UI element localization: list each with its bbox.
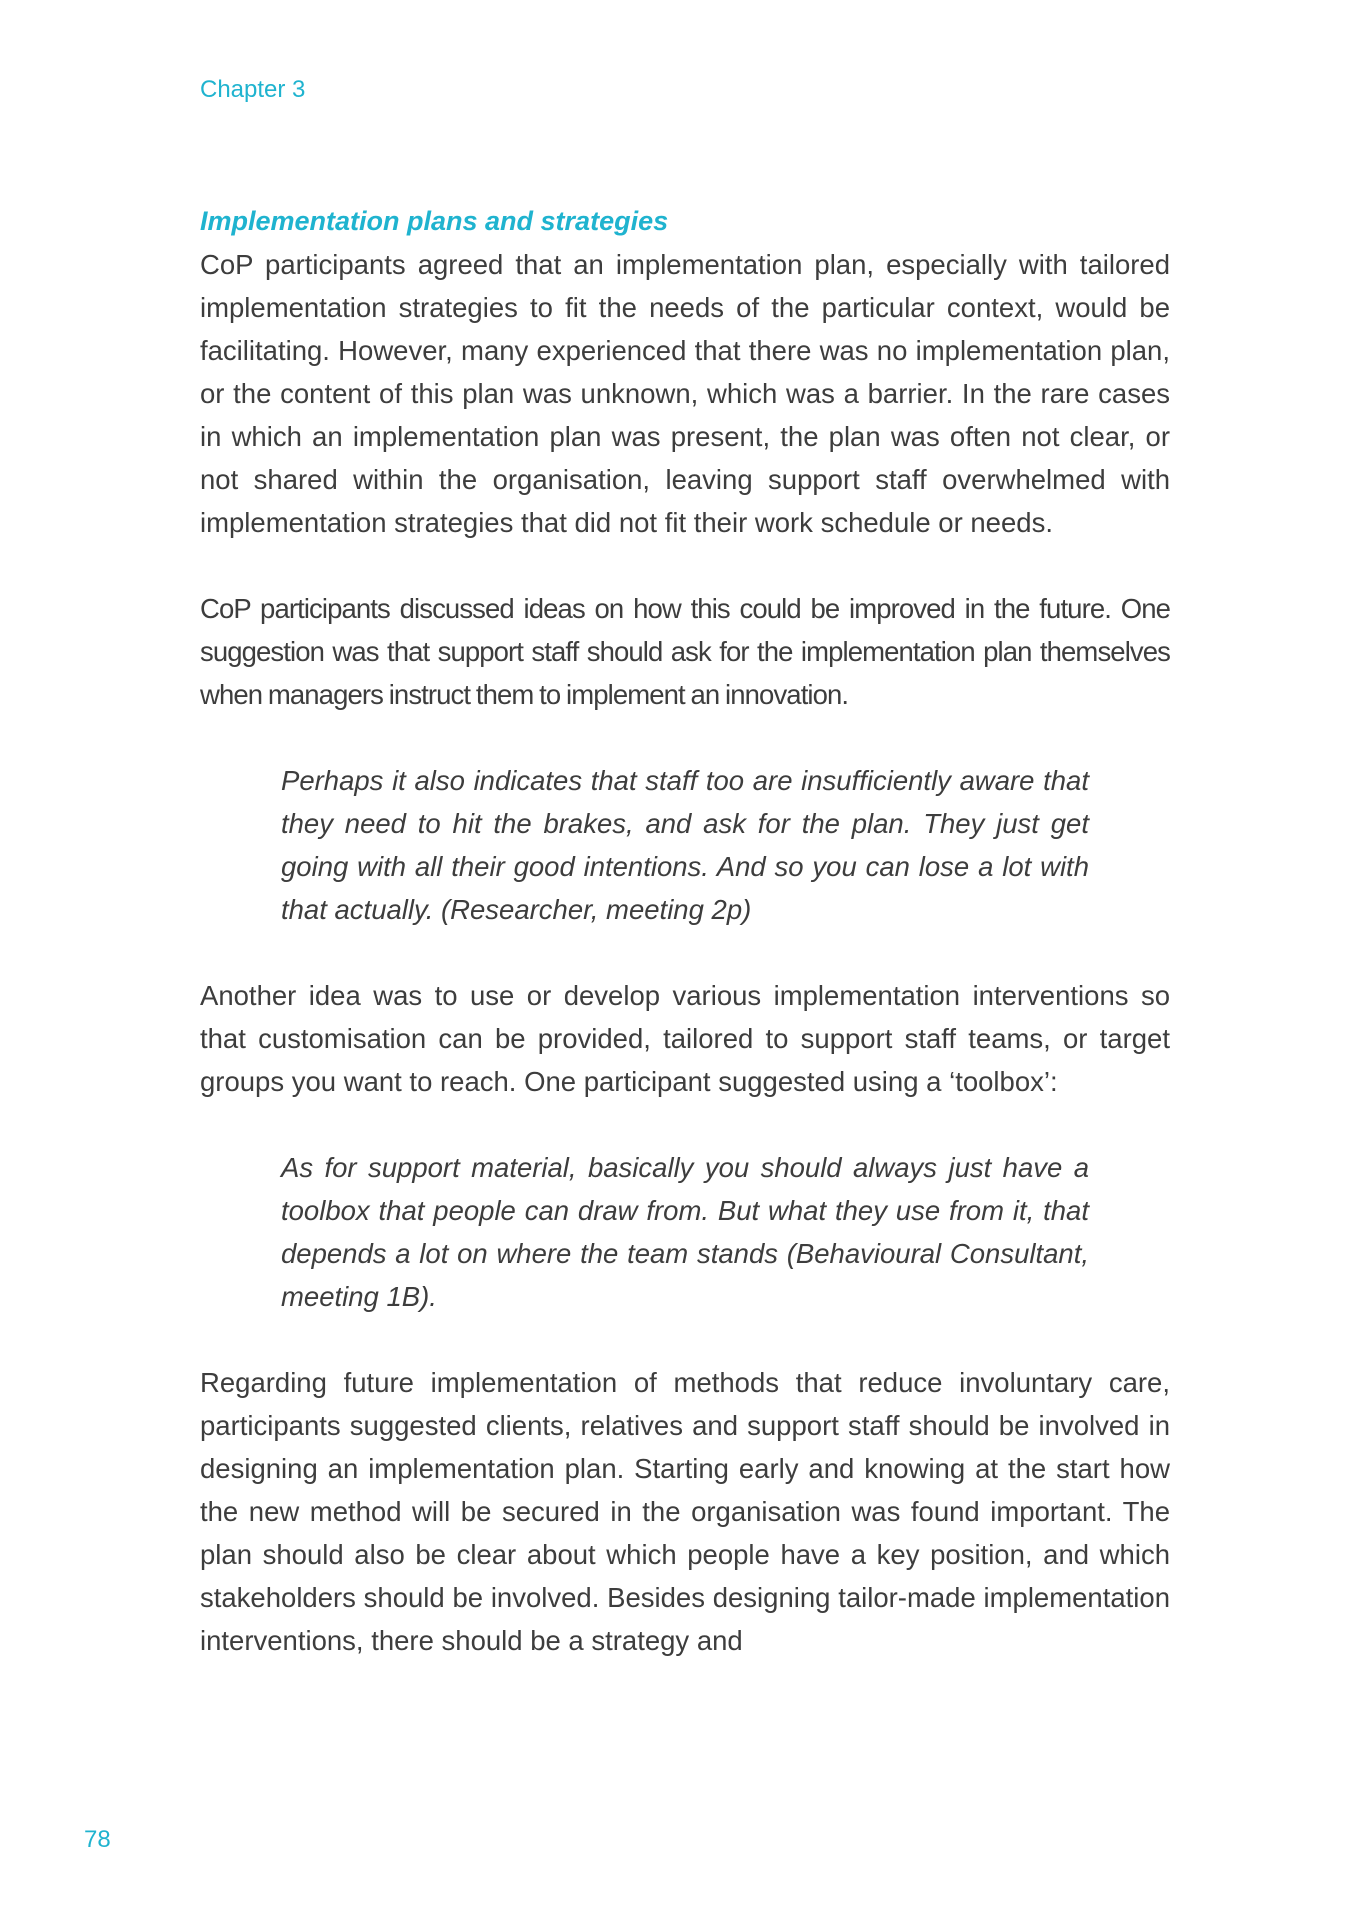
paragraph-2: CoP participants discussed ideas on how this could be improved in the future. One suggestion was that support staff should ask for the implementation plan themselves when managers instruct them to implement an innovation.: [200, 593, 1170, 710]
quote-1: Perhaps it also indicates that staff too are insufficiently aware that they need to hit the brakes, and ask for the plan. They just get going with all their good intentions. And so you can lose a lot with that actually. (Researcher, meeting 2p): [281, 765, 1089, 925]
quote-2: As for support material, basically you should always just have a toolbox that people can draw from. But what they use from it, that depends a lot on where the team stands (Behavioural Consultant, meeting 1B).: [281, 1152, 1089, 1312]
paragraph-3: Another idea was to use or develop various implementation interventions so that customisation can be provided, tailored to support staff teams, or target groups you want to reach. One participant suggested using a ‘toolbox’:: [200, 980, 1170, 1097]
paragraph-4: Regarding future implementation of methods that reduce involuntary care, participants suggested clients, relatives and support staff should be involved in designing an implementation plan. Starting early and knowing at the start how the new method will be secured in the organisation was found important. The plan should also be clear about which people have a key position, and which stakeholders should be involved. Besides designing tailor-made implementation interventions, there should be a strategy and: [200, 1367, 1170, 1656]
running-head: Chapter 3: [200, 76, 306, 103]
page-number: 78: [84, 1826, 111, 1853]
paragraph-1: CoP participants agreed that an implementation plan, especially with tailored implementation strategies to fit the needs of the particular context, would be facilitating. However, many experienced that there was no implementation plan, or the content of this plan was unknown, which was a barrier. In the rare cases in which an implementation plan was present, the plan was often not clear, or not shared within the organisation, leaving support staff overwhelmed with implementation strategies that did not fit their work schedule or needs.: [200, 249, 1170, 538]
main-content: [200, 200, 1170, 1662]
section-heading: Implementation plans and strategies: [200, 206, 669, 236]
